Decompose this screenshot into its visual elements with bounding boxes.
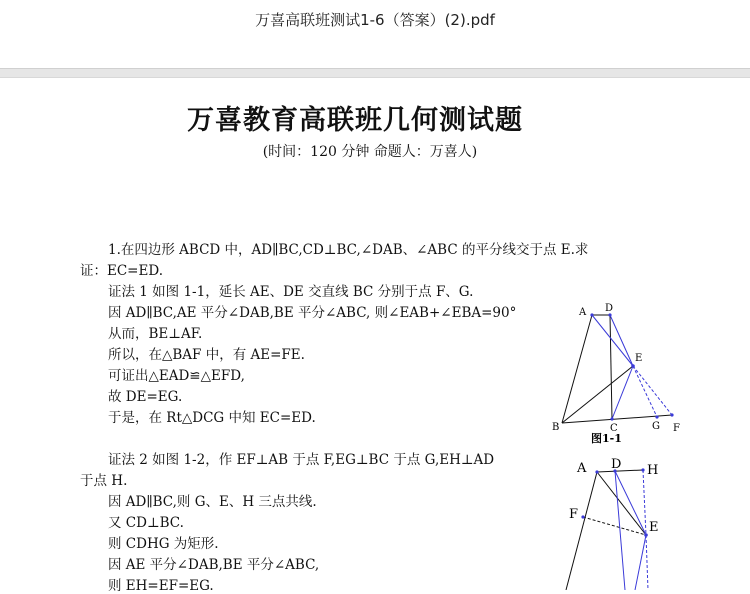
proof2-line: 则 EH=EF=EG. bbox=[108, 578, 214, 594]
fig2-label-e: E bbox=[649, 520, 659, 535]
fig1-label-f: F bbox=[673, 423, 680, 434]
fig1-label-g: G bbox=[652, 421, 660, 432]
document-title: 万喜教育高联班几何测试题 bbox=[187, 105, 523, 136]
fig1-label-d: D bbox=[605, 303, 614, 314]
proof1-line: 可证出△EAD≌△EFD, bbox=[108, 368, 245, 384]
proof2-line: 因 AE 平分∠DAB,BE 平分∠ABC, bbox=[108, 557, 320, 573]
proof1-line: 所以，在△BAF 中，有 AE=FE. bbox=[108, 347, 305, 363]
document-subtitle: (时间：120 分钟 命题人：万喜人) bbox=[262, 144, 478, 160]
viewer-toolbar bbox=[0, 0, 750, 68]
file-name-title: 万喜高联班测试1-6（答案）(2).pdf bbox=[255, 11, 495, 29]
toolbar-separator bbox=[0, 68, 750, 78]
proof2-line: 则 CDHG 为矩形. bbox=[108, 536, 219, 552]
fig1-label-b: B bbox=[552, 422, 560, 433]
fig2-label-a: A bbox=[577, 461, 587, 476]
proof1-heading: 证法 1 如图 1-1，延长 AE、DE 交直线 BC 分别于点 F、G. bbox=[108, 284, 474, 300]
proof1-line: 于是，在 Rt△DCG 中知 EC=ED. bbox=[108, 410, 316, 426]
figure-1-1 bbox=[540, 295, 690, 450]
proof2-line: 又 CD⊥BC. bbox=[108, 515, 184, 531]
proof2-line: 因 AD∥BC,则 G、E、H 三点共线. bbox=[108, 494, 317, 510]
proof1-line: 因 AD∥BC,AE 平分∠DAB,BE 平分∠ABC, 则∠EAB+∠EBA=90° bbox=[108, 305, 517, 321]
problem-statement-cont: 证：EC=ED. bbox=[80, 263, 163, 279]
proof1-line: 故 DE=EG. bbox=[108, 389, 183, 405]
fig1-label-e: E bbox=[635, 353, 643, 364]
problem-statement: 1.在四边形 ABCD 中，AD∥BC,CD⊥BC,∠DAB、∠ABC 的平分线交于点 E.求 bbox=[108, 242, 589, 258]
proof2-heading-cont: 于点 H. bbox=[80, 473, 128, 489]
fig2-label-f: F bbox=[569, 507, 579, 522]
fig1-label-c: C bbox=[610, 423, 618, 434]
proof1-line: 从而，BE⊥AF. bbox=[108, 326, 203, 342]
fig1-label-a: A bbox=[579, 307, 587, 318]
fig2-label-d: D bbox=[611, 457, 622, 472]
figure-1-2 bbox=[560, 452, 670, 590]
proof2-heading: 证法 2 如图 1-2，作 EF⊥AB 于点 F,EG⊥BC 于点 G,EH⊥AD bbox=[108, 452, 495, 468]
figure-1-1-caption: 图1-1 bbox=[591, 432, 622, 445]
fig2-label-h: H bbox=[647, 463, 659, 478]
